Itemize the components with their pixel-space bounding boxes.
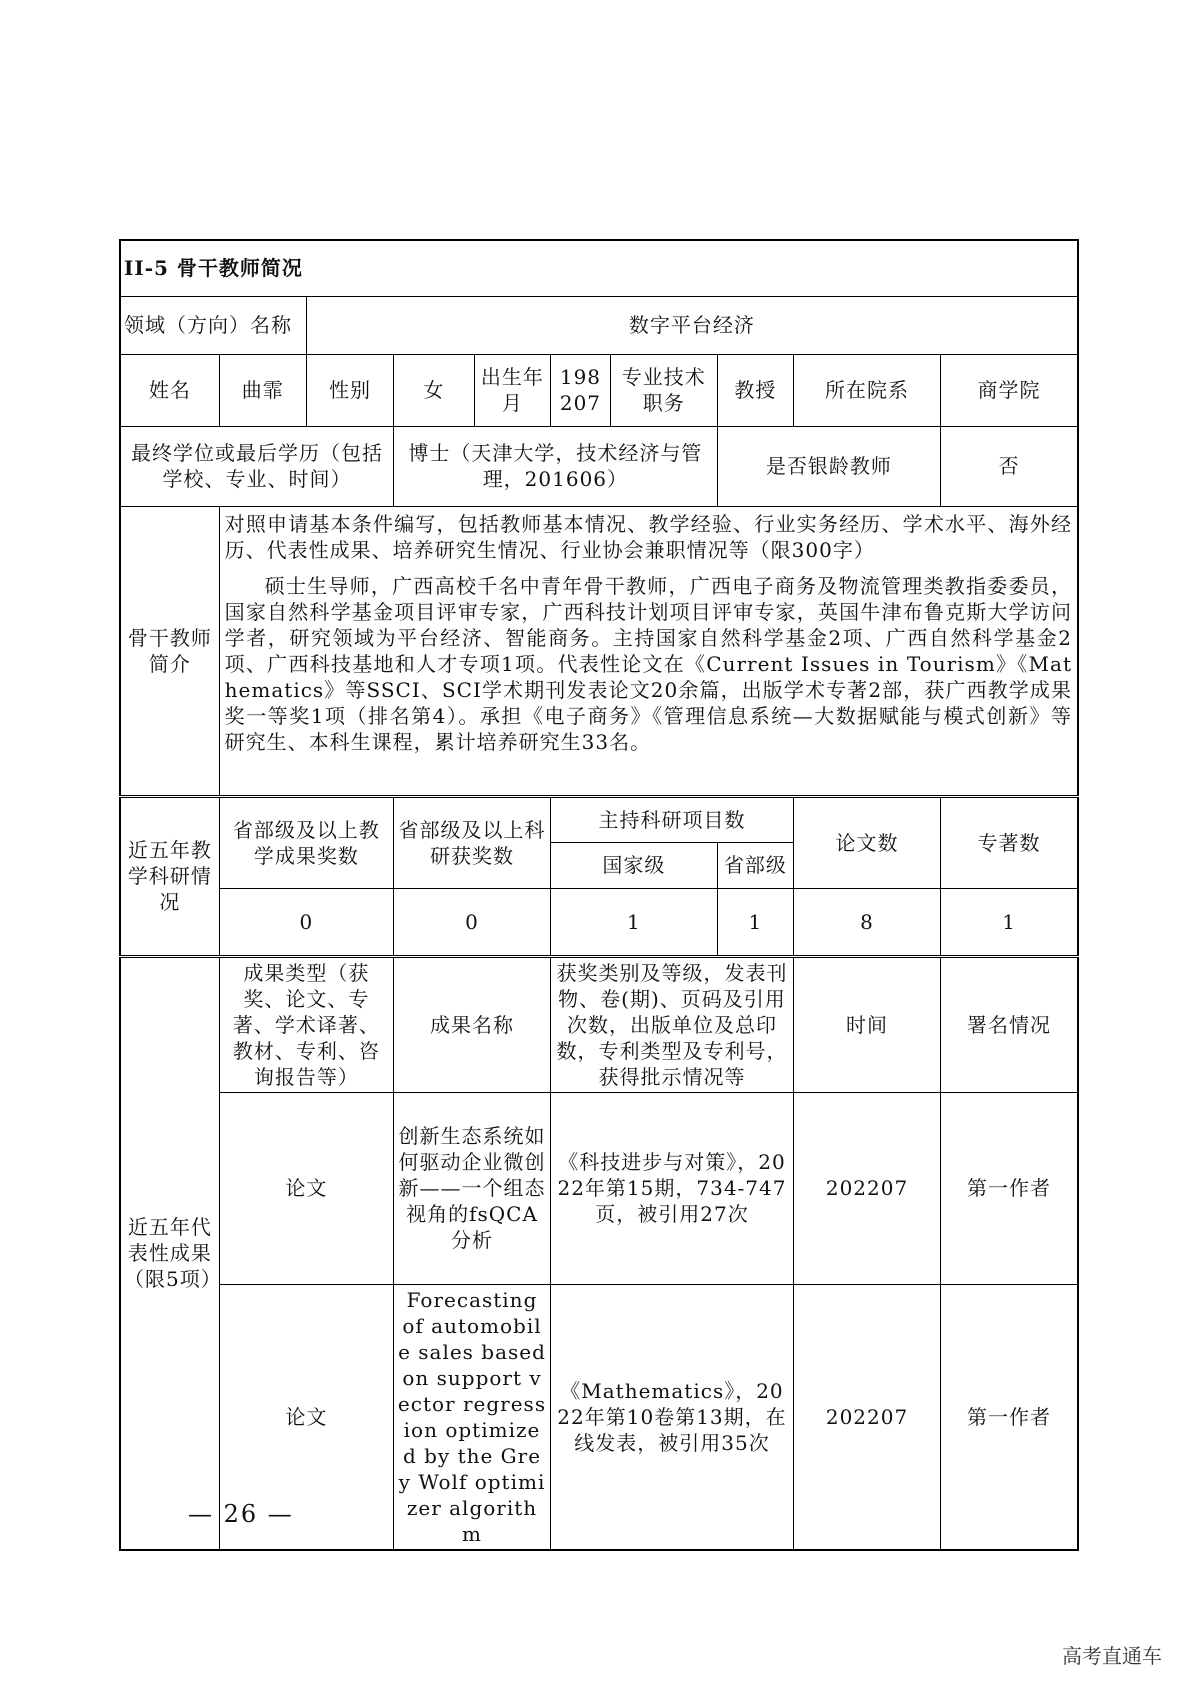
intro-body: 硕士生导师，广西高校千名中青年骨干教师，广西电子商务及物流管理类教指委委员，国家自然科学基金项目评审专家，广西科技计划项目评审专家，英国牛津布鲁克斯大学访问学者，研究领域为平台经济、智能商务。主持国家自然科学基金2项、广西自然科学基金2项、广西科技基地和人才专项1项。代表性论文在《Current Issues in Tourism》《Mathematics》等SSCI、SCI学术期刊发表论文20余篇，出版学术专著2部，获广西教学成果奖一等奖1项（排名第4）。承担《电子商务》《管理信息系统—大数据赋能与模式创新》等研究生、本科生课程，累计培养研究生33名。 [224, 573, 1072, 754]
degree-label: 最终学位或最后学历（包括学校、专业、时间） [120, 426, 394, 506]
intro-label: 骨干教师简介 [120, 506, 219, 796]
intro-note: 对照申请基本条件编写，包括教师基本情况、教学经验、行业实务经历、学术水平、海外经历、代表性成果、培养研究生情况、行业协会兼职情况等（限300字） [224, 511, 1072, 562]
field-value: 数字平台经济 [306, 296, 1078, 354]
stats-header-provincial: 省部级 [717, 842, 793, 888]
achievements-label: 近五年代表性成果（限5项） [120, 956, 219, 1550]
stats-value-provincial: 1 [717, 888, 793, 956]
page-number: — 26 — [188, 1500, 294, 1528]
silver-teacher-label: 是否银龄教师 [717, 426, 940, 506]
gender-value: 女 [394, 354, 475, 426]
achievement-name: Forecasting of automobile sales based on support vector regression optimized by the Grey Wolf optimizer algorithm [394, 1284, 551, 1550]
dept-value: 商学院 [941, 354, 1078, 426]
stats-header-teaching-awards: 省部级及以上教学成果奖数 [219, 796, 393, 888]
stats-header-projects: 主持科研项目数 [550, 796, 793, 842]
stats-header-papers: 论文数 [793, 796, 940, 888]
achievement-type: 论文 [219, 1092, 393, 1284]
field-label: 领域（方向）名称 [120, 296, 306, 354]
title-label: 专业技术职务 [610, 354, 717, 426]
achievement-time: 202207 [793, 1092, 940, 1284]
degree-value: 博士（天津大学，技术经济与管理，201606） [394, 426, 718, 506]
birth-label: 出生年月 [474, 354, 550, 426]
intro-cell [219, 506, 1078, 796]
stats-value-books: 1 [941, 888, 1078, 956]
achievement-time: 202207 [793, 1284, 940, 1550]
achievement-detail: 《Mathematics》，2022年第10卷第13期，在线发表，被引用35次 [550, 1284, 793, 1550]
section-title: II-5 骨干教师简况 [120, 240, 1078, 296]
achievement-type: 论文 [219, 1284, 393, 1550]
silver-teacher-value: 否 [941, 426, 1078, 506]
teacher-profile-table [119, 239, 1079, 1551]
stats-value-papers: 8 [793, 888, 940, 956]
stats-header-national: 国家级 [550, 842, 717, 888]
achievements-header-detail: 获奖类别及等级，发表刊物、卷(期)、页码及引用次数，出版单位及总印数，专利类型及专利号，获得批示情况等 [550, 956, 793, 1092]
stats-value-research-awards: 0 [394, 888, 551, 956]
achievement-name: 创新生态系统如何驱动企业微创新——一个组态视角的fsQCA分析 [394, 1092, 551, 1284]
name-value: 曲霏 [219, 354, 306, 426]
stats-value-teaching-awards: 0 [219, 888, 393, 956]
achievements-header-author: 署名情况 [941, 956, 1078, 1092]
stats-header-research-awards: 省部级及以上科研获奖数 [394, 796, 551, 888]
achievement-row [120, 1092, 1078, 1284]
achievements-header-type: 成果类型（获奖、论文、专著、学术译著、教材、专利、咨询报告等） [219, 956, 393, 1092]
watermark-text: 高考直通车 [1062, 1644, 1162, 1668]
dept-label: 所在院系 [793, 354, 940, 426]
achievement-author: 第一作者 [941, 1092, 1078, 1284]
stats-label: 近五年教学科研情况 [120, 796, 219, 956]
achievements-header-time: 时间 [793, 956, 940, 1092]
name-label: 姓名 [120, 354, 219, 426]
gender-label: 性别 [306, 354, 393, 426]
achievements-header-name: 成果名称 [394, 956, 551, 1092]
title-value: 教授 [717, 354, 793, 426]
achievement-author: 第一作者 [941, 1284, 1078, 1550]
stats-value-national: 1 [550, 888, 717, 956]
achievement-detail: 《科技进步与对策》，2022年第15期，734-747页，被引用27次 [550, 1092, 793, 1284]
birth-value: 198207 [550, 354, 610, 426]
stats-header-books: 专著数 [941, 796, 1078, 888]
